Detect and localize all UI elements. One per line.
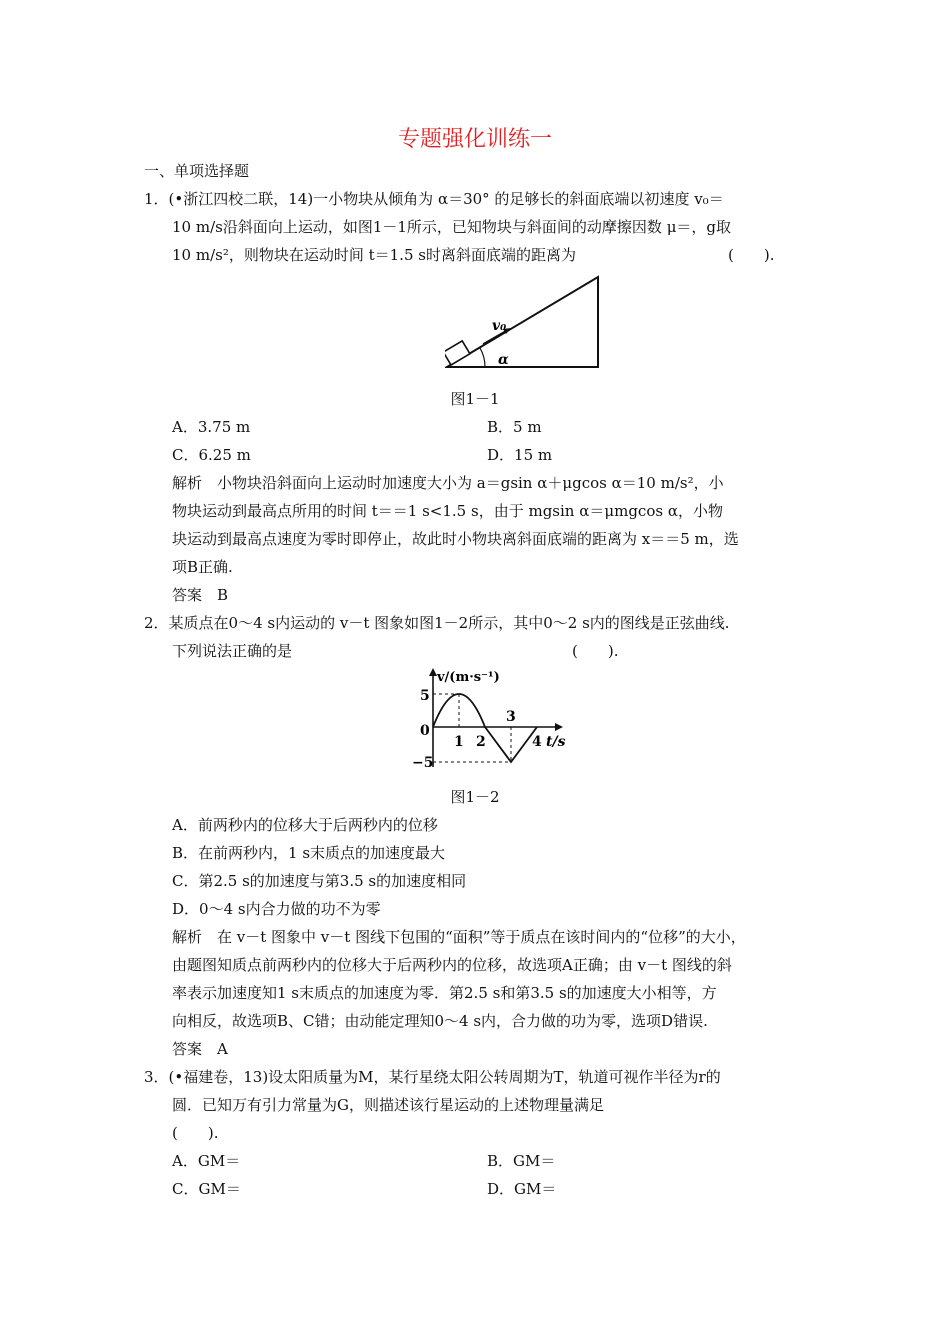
- incline-figure: [445, 272, 605, 374]
- q3-option-c[interactable]: C．GM＝: [172, 1180, 241, 1198]
- q2-bracket: ( ).: [572, 642, 619, 660]
- y-axis-label: v/(m·s⁻¹): [437, 670, 500, 685]
- y-tick-neg5: −5: [412, 755, 434, 771]
- alpha-label: α: [498, 352, 509, 368]
- x-tick-4: 4: [532, 734, 542, 750]
- q2-analysis-2: 由题图知质点前两秒内的位移大于后两秒内的位移，故选项A正确；由 v－t 图线的斜: [172, 956, 732, 974]
- origin-label: 0: [420, 723, 430, 739]
- x-axis-arrow: [555, 723, 563, 731]
- fig2-caption: 图1－2: [450, 788, 500, 806]
- q1-option-d[interactable]: D．15 m: [487, 446, 553, 464]
- q1-analysis-2: 物块运动到最高点所用的时间 t＝＝1 s<1.5 s，由于 mgsin α＝μmgcos α，小物: [172, 502, 723, 520]
- angle-arc: [480, 348, 485, 367]
- q1-line2: 10 m/s沿斜面向上运动，如图1－1所示，已知物块与斜面间的动摩擦因数 μ＝，g取: [172, 218, 732, 236]
- y-axis-arrow: [429, 668, 437, 676]
- q2-option-d[interactable]: D．0～4 s内合力做的功不为零: [172, 900, 381, 918]
- linear-segments: [485, 727, 537, 762]
- q1-analysis-3: 块运动到最高点速度为零时即停止，故此时小物块离斜面底端的距离为 x＝＝5 m，选: [172, 530, 739, 548]
- q1-line1: 1．(•浙江四校二联，14)一小物块从倾角为 α＝30° 的足够长的斜面底端以初速度 v₀＝: [144, 190, 724, 208]
- q2-analysis-1: 解析 在 v－t 图象中 v－t 图线下包围的“面积”等于质点在该时间内的“位移”的大小，: [172, 928, 746, 946]
- section-heading: 一、单项选择题: [144, 162, 250, 180]
- q2-option-b[interactable]: B．在前两秒内，1 s末质点的加速度最大: [172, 844, 446, 862]
- q1-option-a[interactable]: A．3.75 m: [172, 418, 251, 436]
- q3-option-d[interactable]: D．GM＝: [487, 1180, 557, 1198]
- q2-analysis-3: 率表示加速度知1 s末质点的加速度为零．第2.5 s和第3.5 s的加速度大小相等，方: [172, 984, 717, 1002]
- q2-line2: 下列说法正确的是: [172, 642, 293, 660]
- q1-answer: 答案 B: [172, 586, 229, 604]
- q2-answer: 答案 A: [172, 1040, 228, 1058]
- page-title: 专题强化训练一: [397, 127, 552, 152]
- v0-label: v₀: [492, 318, 507, 334]
- vt-graph-figure: [410, 664, 570, 774]
- x-tick-1: 1: [454, 734, 464, 750]
- x-tick-2: 2: [476, 734, 486, 750]
- q1-bracket: ( ).: [728, 246, 775, 264]
- q1-analysis-4: 项B正确.: [172, 558, 233, 576]
- y-tick-5: 5: [420, 688, 430, 704]
- q1-option-b[interactable]: B．5 m: [487, 418, 542, 436]
- fig1-caption: 图1－1: [450, 390, 500, 408]
- x-tick-3: 3: [506, 709, 516, 725]
- q2-analysis-4: 向相反，故选项B、C错；由动能定理知0～4 s内，合力做的功为零，选项D错误.: [172, 1012, 708, 1030]
- x-axis-label: t/s: [546, 734, 566, 750]
- q1-line3: 10 m/s²，则物块在运动时间 t＝1.5 s时离斜面底端的距离为: [172, 246, 576, 264]
- q1-analysis-1: 解析 小物块沿斜面向上运动时加速度大小为 a＝gsin α＋μgcos α＝10 m/s²，小: [172, 474, 724, 492]
- q3-option-a[interactable]: A．GM＝: [172, 1152, 241, 1170]
- q3-line2: 圆．已知万有引力常量为G，则描述该行星运动的上述物理量满足: [172, 1096, 604, 1114]
- q1-option-c[interactable]: C．6.25 m: [172, 446, 251, 464]
- block-shape: [445, 341, 470, 365]
- q3-line3: ( ).: [172, 1124, 219, 1142]
- q2-line1: 2．某质点在0～4 s内运动的 v－t 图象如图1－2所示，其中0～2 s内的图线是正弦曲线.: [144, 614, 730, 632]
- q3-line1: 3．(•福建卷，13)设太阳质量为M，某行星绕太阳公转周期为T，轨道可视作半径为r的: [144, 1068, 721, 1086]
- sine-segment: [433, 694, 485, 727]
- q2-option-a[interactable]: A．前两秒内的位移大于后两秒内的位移: [172, 816, 438, 834]
- q3-option-b[interactable]: B．GM＝: [487, 1152, 556, 1170]
- q2-option-c[interactable]: C．第2.5 s的加速度与第3.5 s的加速度相同: [172, 872, 467, 890]
